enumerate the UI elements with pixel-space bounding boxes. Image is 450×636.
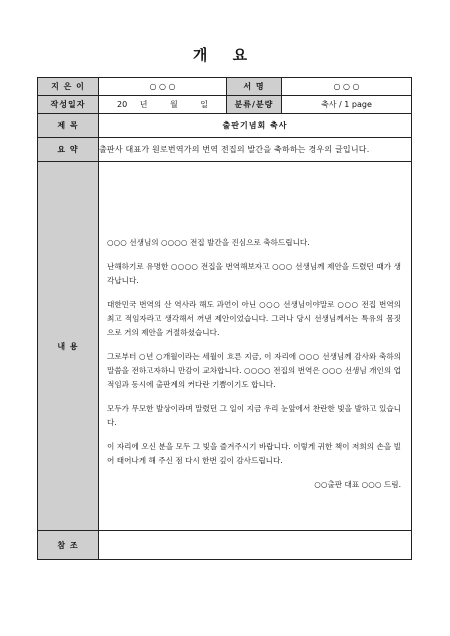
content-paragraph: 이 자리에 오신 분을 모두 그 빛을 즐겨주시기 바랍니다. 이렇게 귀한 책이 저희의 손을 빌어 태어나게 해 주신 점 다시 한번 깊이 감사드립니다. xyxy=(107,442,401,465)
date-label: 작성일자 xyxy=(38,96,99,114)
summary-form-table xyxy=(37,77,412,560)
reference-label: 참 조 xyxy=(38,531,99,560)
date-row xyxy=(38,96,412,114)
summary-value: 출판사 대표가 원로번역가의 번역 전집의 발간을 축하하는 경우의 글입니다. xyxy=(99,138,412,162)
category-label: 분류/분량 xyxy=(227,96,282,114)
subject-value: 출판기념회 축사 xyxy=(99,114,412,138)
date-value xyxy=(99,96,227,114)
summary-row xyxy=(38,138,412,162)
date-year-unit: 년 xyxy=(139,100,148,109)
date-year: 20 xyxy=(116,100,128,109)
reference-row xyxy=(38,531,412,560)
content-signature: ○○출판 대표 ○○○ 드림. xyxy=(314,480,401,489)
category-value: 축사 / 1 page xyxy=(282,96,412,114)
author-label: 지 은 이 xyxy=(38,78,99,96)
content-paragraph: 대한민국 번역의 산 역사라 해도 과언이 아닌 ○○○ 선생님이야말로 ○○○ 전집 번역의 최고 적임자라고 생각해서 꺼낸 제안이었습니다. 그러나 당시 선생님께서는 특유의 몸짓으로 거의 제안을 거절하셨습니다. xyxy=(107,300,401,337)
content-paragraph: 그로부터 ○년 ○개월이라는 세월이 흐른 지금, 이 자리에 ○○○ 선생님께 감사와 축하의 말씀을 전하고자하니 만감이 교차합니다. ○○○○ 전집의 번역은 ○○○ 선생님 개인의 업적임과 동시에 출판계의 커다란 기쁨이기도 합니다. xyxy=(107,352,401,389)
author-row xyxy=(38,78,412,96)
content-body xyxy=(99,190,411,492)
document-title: 개 요 xyxy=(192,46,258,64)
content-paragraph: 난해하기로 유명한 ○○○○ 전집을 번역해보자고 ○○○ 선생님께 제안을 드렸던 때가 생각납니다. xyxy=(107,262,401,285)
content-row xyxy=(38,162,412,531)
subject-row xyxy=(38,114,412,138)
author-value: ○ ○ ○ xyxy=(99,78,227,96)
content-value xyxy=(99,162,412,531)
reference-value xyxy=(99,531,412,560)
date-month-unit: 월 xyxy=(170,100,178,109)
subject-label: 제 목 xyxy=(38,114,99,138)
content-paragraph: 모두가 무모한 발상이라며 말렸던 그 일이 지금 우리 눈앞에서 찬란한 빛을 발하고 있습니다. xyxy=(107,404,401,427)
date-day-unit: 일 xyxy=(200,100,209,109)
signature-label: 서 명 xyxy=(227,78,282,96)
content-label: 내 용 xyxy=(38,162,99,531)
summary-label: 요 약 xyxy=(38,138,99,162)
signature-value: ○ ○ ○ xyxy=(282,78,412,96)
content-paragraph: ○○○ 선생님의 ○○○○ 전집 발간을 진심으로 축하드립니다. xyxy=(107,238,310,247)
